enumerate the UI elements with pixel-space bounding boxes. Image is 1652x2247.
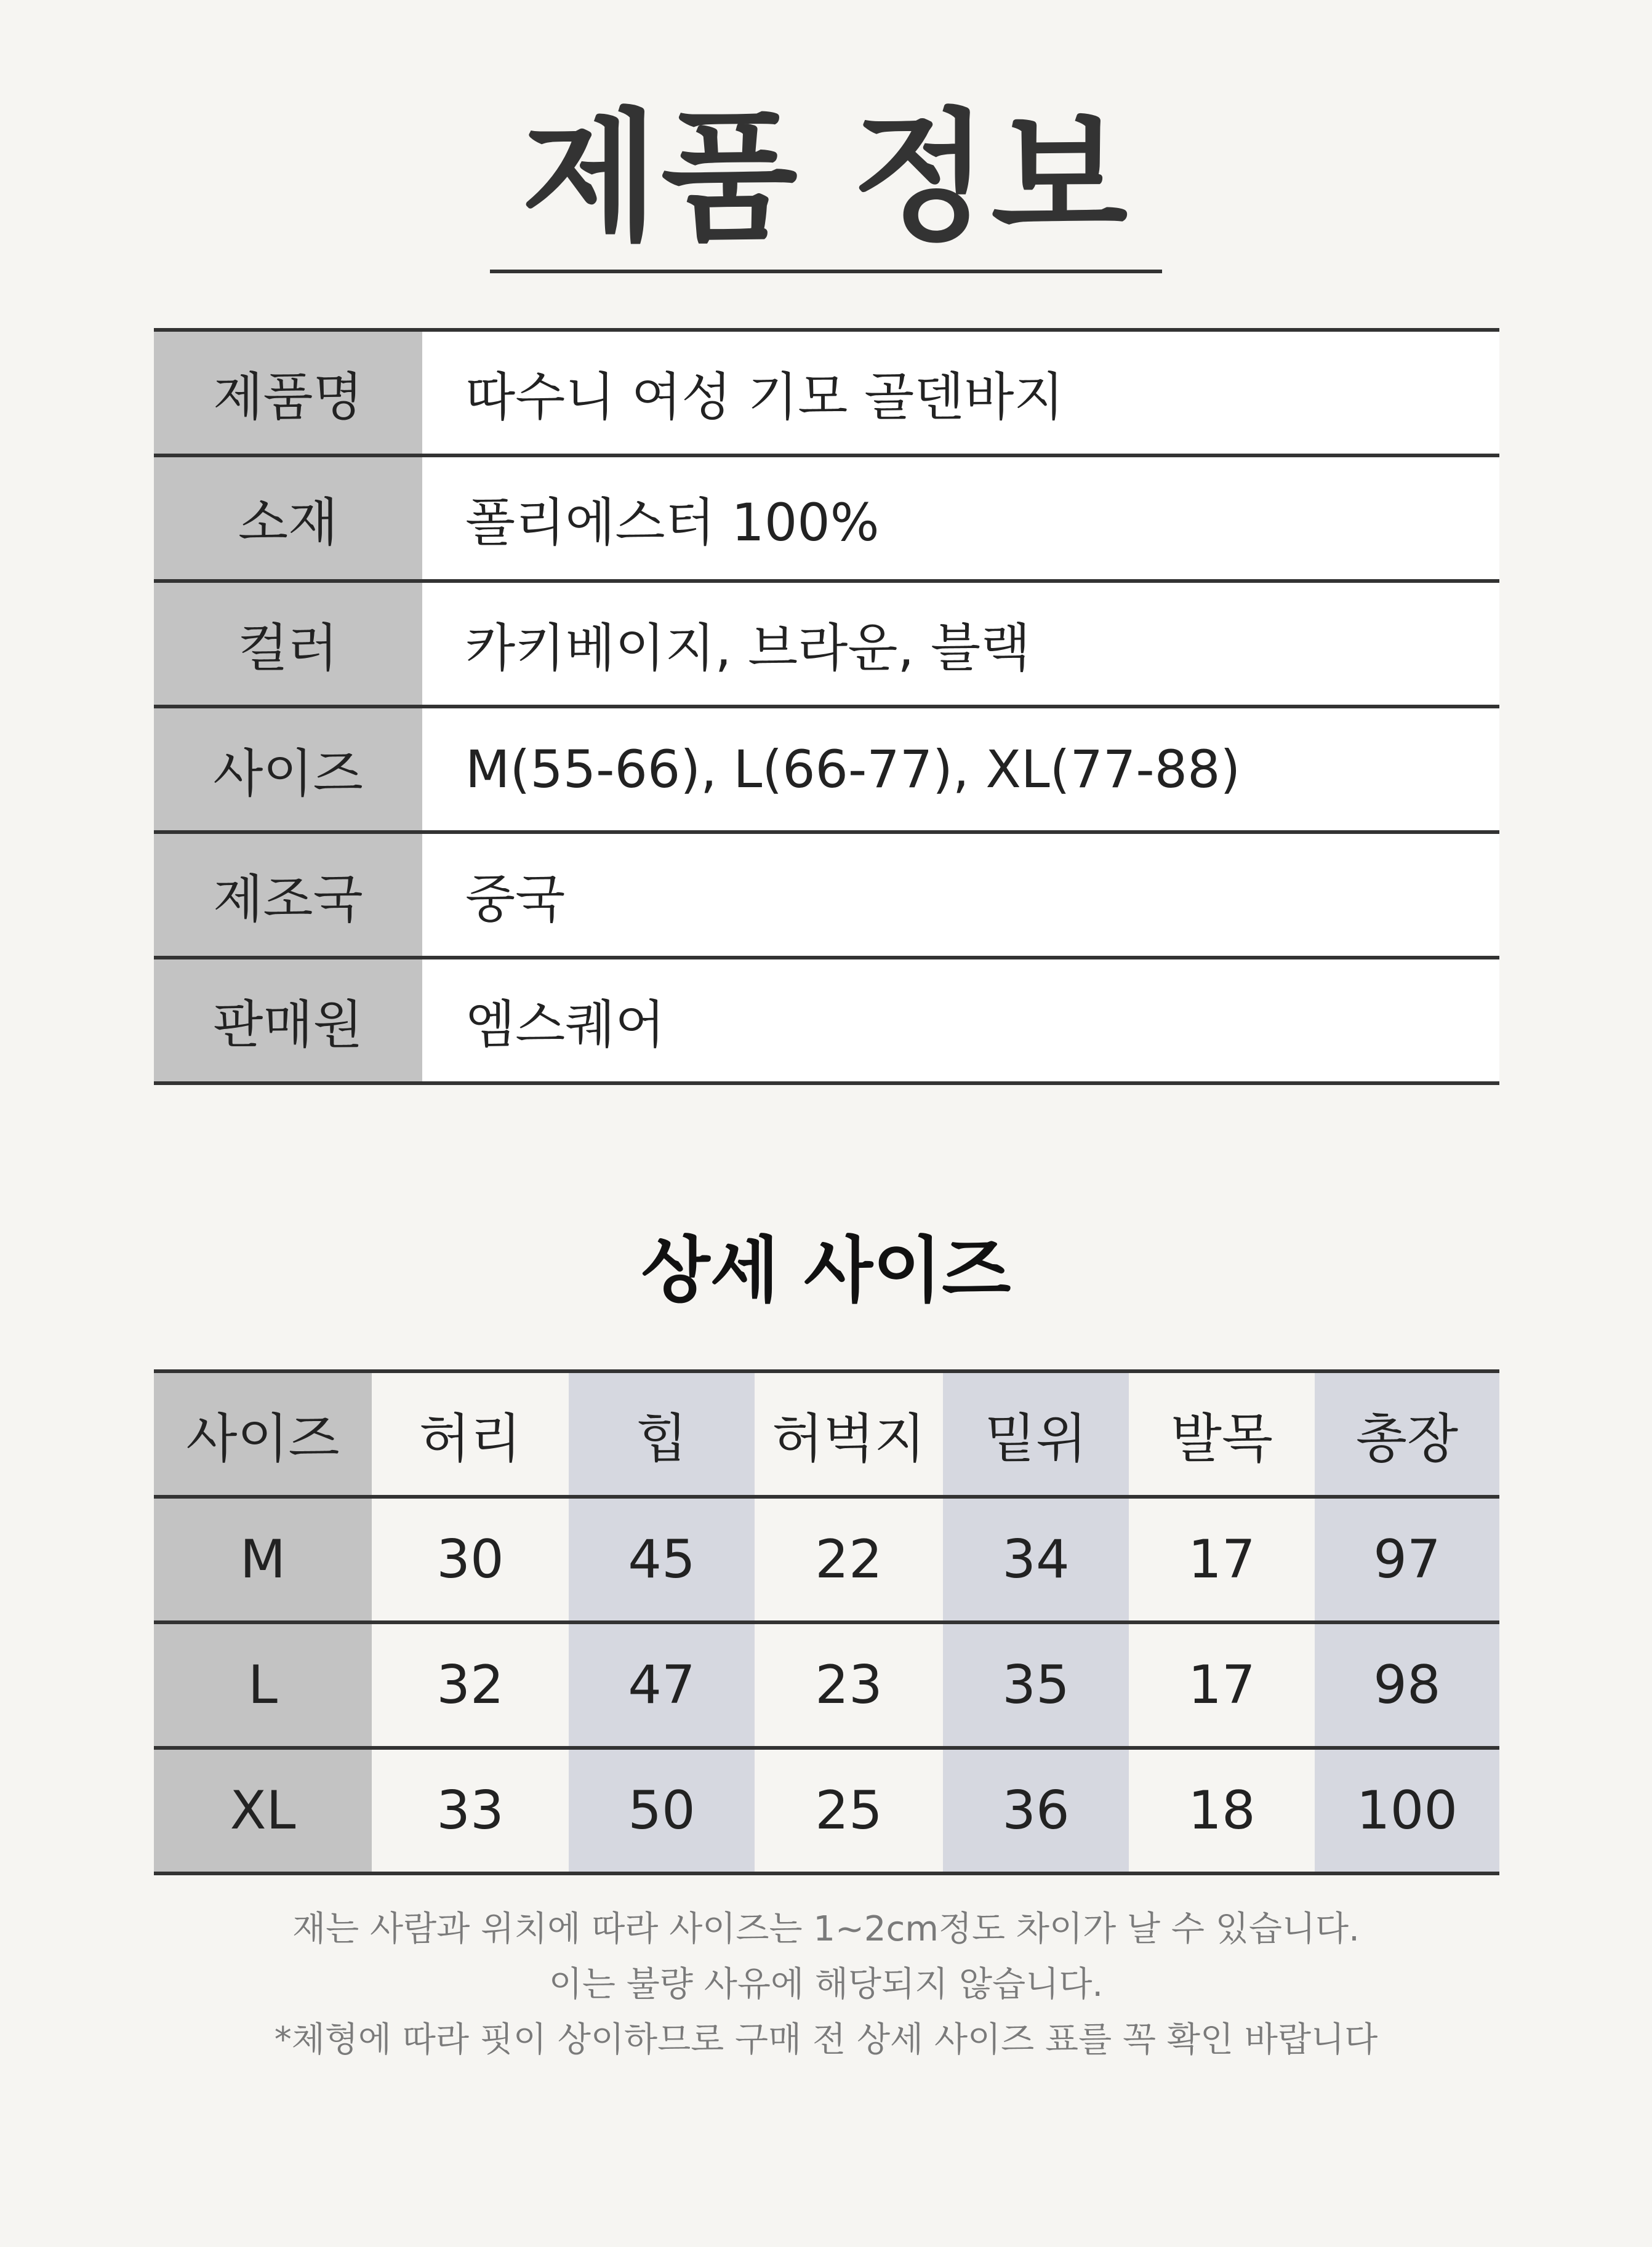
info-row-product-name xyxy=(154,332,1499,457)
title-underline xyxy=(490,270,1162,273)
size-cell: 45 xyxy=(569,1499,755,1620)
info-value: M(55-66), L(66-77), XL(77-88) xyxy=(422,708,1499,830)
size-cell: M xyxy=(154,1499,372,1620)
info-value: 따수니 여성 기모 골덴바지 xyxy=(422,332,1499,454)
size-cell: L xyxy=(154,1624,372,1746)
info-value: 엠스퀘어 xyxy=(422,959,1499,1081)
info-row-material xyxy=(154,457,1499,583)
size-table-row xyxy=(154,1750,1499,1875)
size-header-cell: 총장 xyxy=(1315,1373,1499,1495)
info-label: 판매원 xyxy=(154,959,422,1081)
size-header-cell: 사이즈 xyxy=(154,1373,372,1495)
size-cell: 98 xyxy=(1315,1624,1499,1746)
size-section-heading: 상세 사이즈 xyxy=(641,1229,1011,1312)
info-row-seller xyxy=(154,959,1499,1085)
size-cell: 22 xyxy=(755,1499,943,1620)
size-notes xyxy=(0,1902,1652,2068)
info-label: 컬러 xyxy=(154,583,422,705)
info-value: 폴리에스터 100% xyxy=(422,457,1499,579)
size-cell: 17 xyxy=(1129,1499,1315,1620)
info-label: 제품명 xyxy=(154,332,422,454)
size-header-cell: 허리 xyxy=(372,1373,569,1495)
size-cell: 18 xyxy=(1129,1750,1315,1872)
size-cell: 33 xyxy=(372,1750,569,1872)
size-table-row xyxy=(154,1624,1499,1750)
size-cell: 34 xyxy=(943,1499,1129,1620)
size-cell: 32 xyxy=(372,1624,569,1746)
page-title: 제품 정보 xyxy=(521,96,1131,260)
size-header-cell: 발목 xyxy=(1129,1373,1315,1495)
info-label: 사이즈 xyxy=(154,708,422,830)
note-line: 이는 불량 사유에 해당되지 않습니다. xyxy=(548,1965,1104,2005)
size-cell: 97 xyxy=(1315,1499,1499,1620)
info-value: 중국 xyxy=(422,834,1499,956)
size-cell: 23 xyxy=(755,1624,943,1746)
size-cell: 36 xyxy=(943,1750,1129,1872)
note-line: 재는 사람과 위치에 따라 사이즈는 1~2cm정도 차이가 날 수 있습니다. xyxy=(292,1909,1360,1949)
size-cell: 30 xyxy=(372,1499,569,1620)
size-table-header-row xyxy=(154,1373,1499,1499)
size-cell: 35 xyxy=(943,1624,1129,1746)
size-cell: 47 xyxy=(569,1624,755,1746)
size-header-cell: 허벅지 xyxy=(755,1373,943,1495)
size-cell: 100 xyxy=(1315,1750,1499,1872)
info-label: 제조국 xyxy=(154,834,422,956)
note-line: *체형에 따라 핏이 상이하므로 구매 전 상세 사이즈 표를 꼭 확인 바랍니다 xyxy=(274,2020,1378,2060)
info-label: 소재 xyxy=(154,457,422,579)
size-header-cell: 밑위 xyxy=(943,1373,1129,1495)
size-header-cell: 힙 xyxy=(569,1373,755,1495)
size-table xyxy=(154,1369,1499,1875)
info-row-origin xyxy=(154,834,1499,959)
info-row-size xyxy=(154,708,1499,834)
size-cell: XL xyxy=(154,1750,372,1872)
info-value: 카키베이지, 브라운, 블랙 xyxy=(422,583,1499,705)
size-cell: 50 xyxy=(569,1750,755,1872)
size-table-row xyxy=(154,1499,1499,1624)
size-cell: 17 xyxy=(1129,1624,1315,1746)
size-cell: 25 xyxy=(755,1750,943,1872)
product-info-table xyxy=(154,328,1499,1085)
info-row-color xyxy=(154,583,1499,708)
